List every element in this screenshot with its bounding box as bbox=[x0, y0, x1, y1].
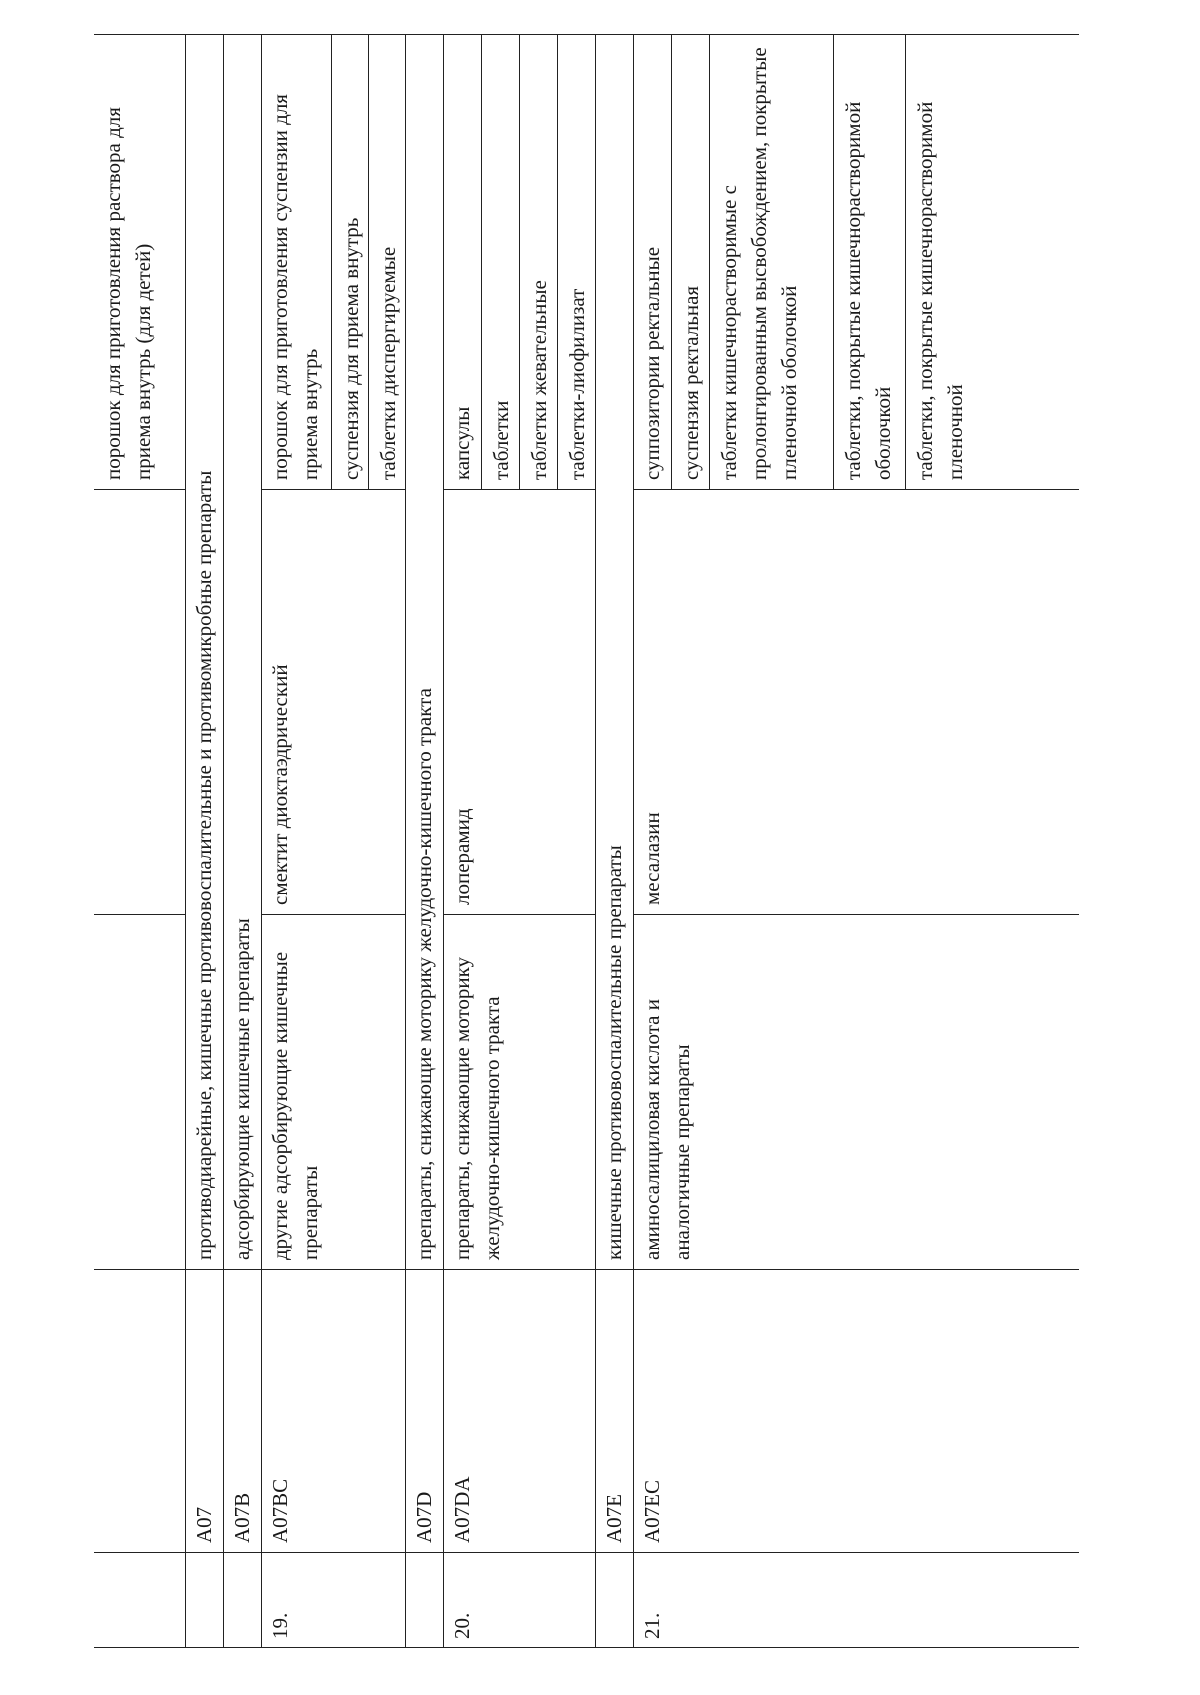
form-item: суппозитории ректальные bbox=[640, 246, 664, 480]
section-title: препараты, снижающие моторику желудочно-кишечного тракта bbox=[405, 35, 443, 1270]
form-item: капсулы bbox=[450, 406, 474, 480]
table-row-a07d bbox=[405, 35, 443, 1648]
code-cell: A07BC bbox=[261, 1270, 405, 1553]
form-item: таблетки диспергируемые bbox=[368, 34, 405, 489]
drug-cell: лоперамид bbox=[443, 490, 595, 915]
drug-cell bbox=[94, 490, 185, 915]
table-row-a07 bbox=[185, 35, 223, 1648]
table-row-a07bc bbox=[261, 35, 405, 1648]
code-cell: A07 bbox=[185, 1270, 223, 1553]
form-cell: порошок для приготовления раствора для приема внутрь (для детей) bbox=[94, 35, 185, 490]
row-number: 19. bbox=[268, 1612, 292, 1639]
num-cell bbox=[223, 1553, 261, 1648]
code-cell bbox=[94, 1270, 185, 1553]
forms-cell bbox=[261, 35, 405, 490]
drug-cell: месалазин bbox=[633, 490, 1079, 915]
row-number: 21. bbox=[640, 1612, 664, 1639]
form-item: таблетки-лиофилизат bbox=[557, 34, 595, 489]
form-item: порошок для приготовления суспензии для приема внутрь bbox=[268, 94, 322, 480]
group-cell: препараты, снижающие моторику желудочно-кишечного тракта bbox=[443, 915, 595, 1270]
table-row-continued bbox=[94, 35, 185, 1648]
form-item: суспензия ректальная bbox=[671, 34, 709, 489]
row-number: 20. bbox=[450, 1612, 474, 1639]
table-row-a07ec bbox=[633, 35, 1079, 1648]
group-cell: другие адсорбирующие кишечные препараты bbox=[261, 915, 405, 1270]
code-cell: A07EC bbox=[633, 1270, 1079, 1553]
num-cell bbox=[595, 1553, 633, 1648]
table-row-a07da bbox=[443, 35, 595, 1648]
group-cell bbox=[94, 915, 185, 1270]
code-cell: A07D bbox=[405, 1270, 443, 1553]
form-item: таблетки жевательные bbox=[519, 34, 557, 489]
code-cell: A07E bbox=[595, 1270, 633, 1553]
section-title: адсорбирующие кишечные препараты bbox=[223, 35, 261, 1270]
form-item: таблетки bbox=[481, 34, 519, 489]
code-cell: A07B bbox=[223, 1270, 261, 1553]
form-item: суспензия для приема внутрь bbox=[331, 34, 368, 489]
form-item: таблетки кишечнорастворимые с пролонгированным высвобождением, покрытые пленочной оболочкой bbox=[709, 34, 833, 489]
code-cell: A07DA bbox=[443, 1270, 595, 1553]
num-cell bbox=[405, 1553, 443, 1648]
num-cell bbox=[185, 1553, 223, 1648]
table-row-a07e bbox=[595, 35, 633, 1648]
drug-cell: смектит диоктаэдрический bbox=[261, 490, 405, 915]
num-cell bbox=[94, 1553, 185, 1648]
forms-cell bbox=[633, 35, 1079, 490]
form-item: таблетки, покрытые кишечнорастворимой оболочкой bbox=[833, 34, 905, 489]
section-title: кишечные противовоспалительные препараты bbox=[595, 35, 633, 1270]
section-title: противодиарейные, кишечные противовоспалительные и противомикробные препараты bbox=[185, 35, 223, 1270]
form-item: таблетки, покрытые кишечнорастворимой пленочной bbox=[905, 34, 1079, 489]
group-cell: аминосалициловая кислота и аналогичные препараты bbox=[633, 915, 1079, 1270]
table-row-a07b bbox=[223, 35, 261, 1648]
drug-table bbox=[94, 35, 1079, 1648]
forms-cell bbox=[443, 35, 595, 490]
